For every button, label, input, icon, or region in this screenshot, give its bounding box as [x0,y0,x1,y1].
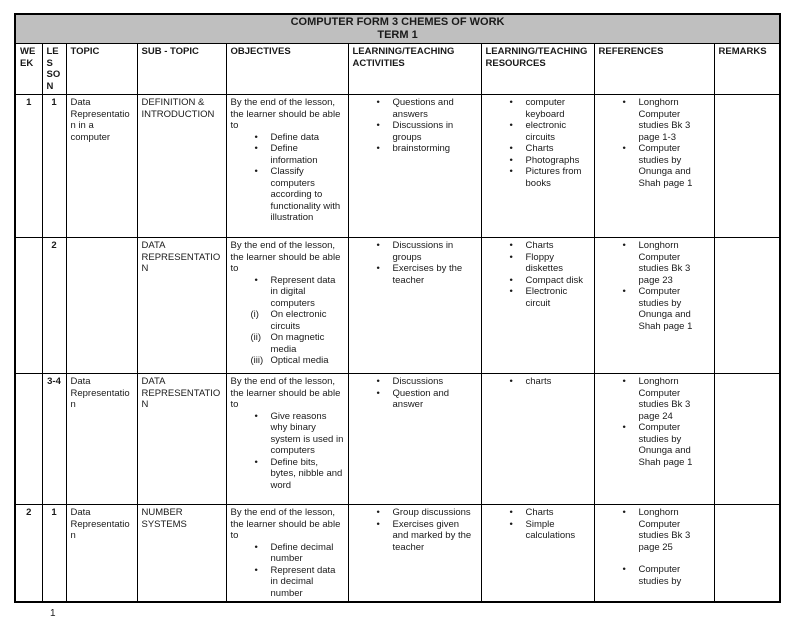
table-row [15,374,780,505]
objective-subitem: (i) On electronic circuits [250,309,327,332]
document-title: COMPUTER FORM 3 CHEMES OF WORK [290,16,505,28]
resource-item: • Charts [508,240,590,252]
activity-item: • Question and answer [375,388,477,411]
objectives-cell [226,505,348,603]
reference-item: • Longhorn Computer studies Bk 3 page 1-3 [621,97,710,143]
week-cell [15,374,42,505]
resources-cell [481,95,594,238]
objective-item-list [253,132,344,224]
resource-item-list [508,507,590,542]
activity-item: • Group discussions [375,507,477,519]
objective-subitem: (ii) On magnetic media [250,332,325,355]
activity-item: • Questions and answers [375,97,477,120]
activity-item-list [375,240,477,286]
reference-item-list [621,507,710,587]
remarks-cell [714,374,780,505]
column-header-subtopic: SUB - TOPIC [137,44,226,95]
objective-item-list [250,274,344,367]
remarks-cell [714,505,780,603]
resource-item-list [508,97,590,189]
subitem-label: (ii) [250,332,262,343]
objectives-cell [226,238,348,374]
activity-item-list [375,376,477,411]
objectives-cell [226,95,348,238]
subitem-label: (i) [250,309,259,320]
objective-item-list [253,411,344,492]
references-cell [594,95,714,238]
references-cell [594,505,714,603]
activities-cell [348,238,481,374]
objective-item: • Represent data in decimal number [253,565,344,600]
references-cell [594,238,714,374]
objectives-intro: By the end of the lesson, the learner should be able to [230,240,341,274]
resource-item: • Charts [508,507,590,519]
objective-subitem: (iii) Optical media [250,355,329,366]
reference-item: • Computer studies by Onunga and Shah page 1 [621,422,710,468]
page-number: 1 [50,608,56,619]
lesson-cell: 3-4 [42,374,66,505]
reference-item-list [621,376,710,468]
subtopic-cell: DATA REPRESENTATION [137,374,226,505]
reference-item: • Computer studies by Onunga and Shah page 1 [621,286,710,332]
resource-item: • charts [508,376,590,388]
lesson-cell: 2 [42,238,66,374]
resource-item: • Floppy diskettes [508,252,590,275]
resource-item: • computer keyboard [508,97,590,120]
objectives-intro: By the end of the lesson, the learner should be able to [230,507,341,541]
reference-item-list [621,240,710,332]
week-cell: 2 [15,505,42,603]
column-header-objectives: OBJECTIVES [226,44,348,95]
activity-item: • Exercises by the teacher [375,263,477,286]
column-header-activities: LEARNING/TEACHING ACTIVITIES [348,44,481,95]
objective-item: • Define data [253,132,344,144]
resource-item: • Charts [508,143,590,155]
objective-item: • Define bits, bytes, nibble and word [253,457,344,492]
subtopic-cell: NUMBER SYSTEMS [137,505,226,603]
topic-cell: Data Representation [66,374,137,505]
subtopic-cell: DEFINITION & INTRODUCTION [137,95,226,238]
activity-item: • Discussions in groups [375,120,477,143]
resource-item: • Electronic circuit [508,286,590,309]
reference-item: • Longhorn Computer studies Bk 3 page 23 [621,240,710,286]
activity-item-list [375,97,477,155]
objective-item: • Classify computers according to functionality with illustration [253,166,344,224]
column-header-remarks: REMARKS [714,44,780,95]
reference-item: • Computer studies by [621,564,710,587]
resource-item: • Photographs [508,155,590,167]
table-title-row [15,14,780,44]
resource-item: • electronic circuits [508,120,590,143]
table-header-row [15,44,780,95]
reference-item: • Computer studies by Onunga and Shah page 1 [621,143,710,189]
week-cell [15,238,42,374]
topic-cell: Data Representation [66,505,137,603]
lesson-cell: 1 [42,505,66,603]
document-term: TERM 1 [377,29,418,41]
resource-item: • Simple calculations [508,519,590,542]
activities-cell [348,95,481,238]
document-page [14,13,779,619]
list-gap [621,553,710,564]
objective-item: • Represent data in digital computers [253,275,344,310]
column-header-topic: TOPIC [66,44,137,95]
objectives-cell [226,374,348,505]
activities-cell [348,374,481,505]
resources-cell [481,374,594,505]
resources-cell [481,238,594,374]
activity-item: • Discussions [375,376,477,388]
subitem-label: (iii) [250,355,264,366]
resource-item: • Compact disk [508,275,590,287]
objective-item: • Define information [253,143,344,166]
column-header-lesson: LES SO N [42,44,66,95]
table-row [15,505,780,603]
remarks-cell [714,238,780,374]
references-cell [594,374,714,505]
scheme-of-work-table [14,13,781,603]
column-header-resources: LEARNING/TEACHING RESOURCES [481,44,594,95]
activity-item-list [375,507,477,553]
reference-item: • Longhorn Computer studies Bk 3 page 25 [621,507,710,553]
subtopic-cell: DATA REPRESENTATION [137,238,226,374]
table-row [15,95,780,238]
reference-item-list [621,97,710,189]
topic-cell [66,238,137,374]
objectives-intro: By the end of the lesson, the learner should be able to [230,376,341,410]
column-header-references: REFERENCES [594,44,714,95]
remarks-cell [714,95,780,238]
activities-cell [348,505,481,603]
reference-item: • Longhorn Computer studies Bk 3 page 24 [621,376,710,422]
activity-item: • brainstorming [375,143,477,155]
activity-item: • Exercises given and marked by the teacher [375,519,477,554]
resource-item-list [508,376,590,388]
objective-item: • Give reasons why binary system is used in computers [253,411,344,457]
week-cell: 1 [15,95,42,238]
lesson-cell: 1 [42,95,66,238]
objective-item: • Define decimal number [253,542,344,565]
table-row [15,238,780,374]
resources-cell [481,505,594,603]
objective-item-list [253,542,344,600]
objectives-intro: By the end of the lesson, the learner should be able to [230,97,341,131]
resource-item: • Pictures from books [508,166,590,189]
column-header-week: WE EK [15,44,42,95]
table-title-cell [15,14,780,44]
resource-item-list [508,240,590,309]
activity-item: • Discussions in groups [375,240,477,263]
topic-cell: Data Representation in a computer [66,95,137,238]
